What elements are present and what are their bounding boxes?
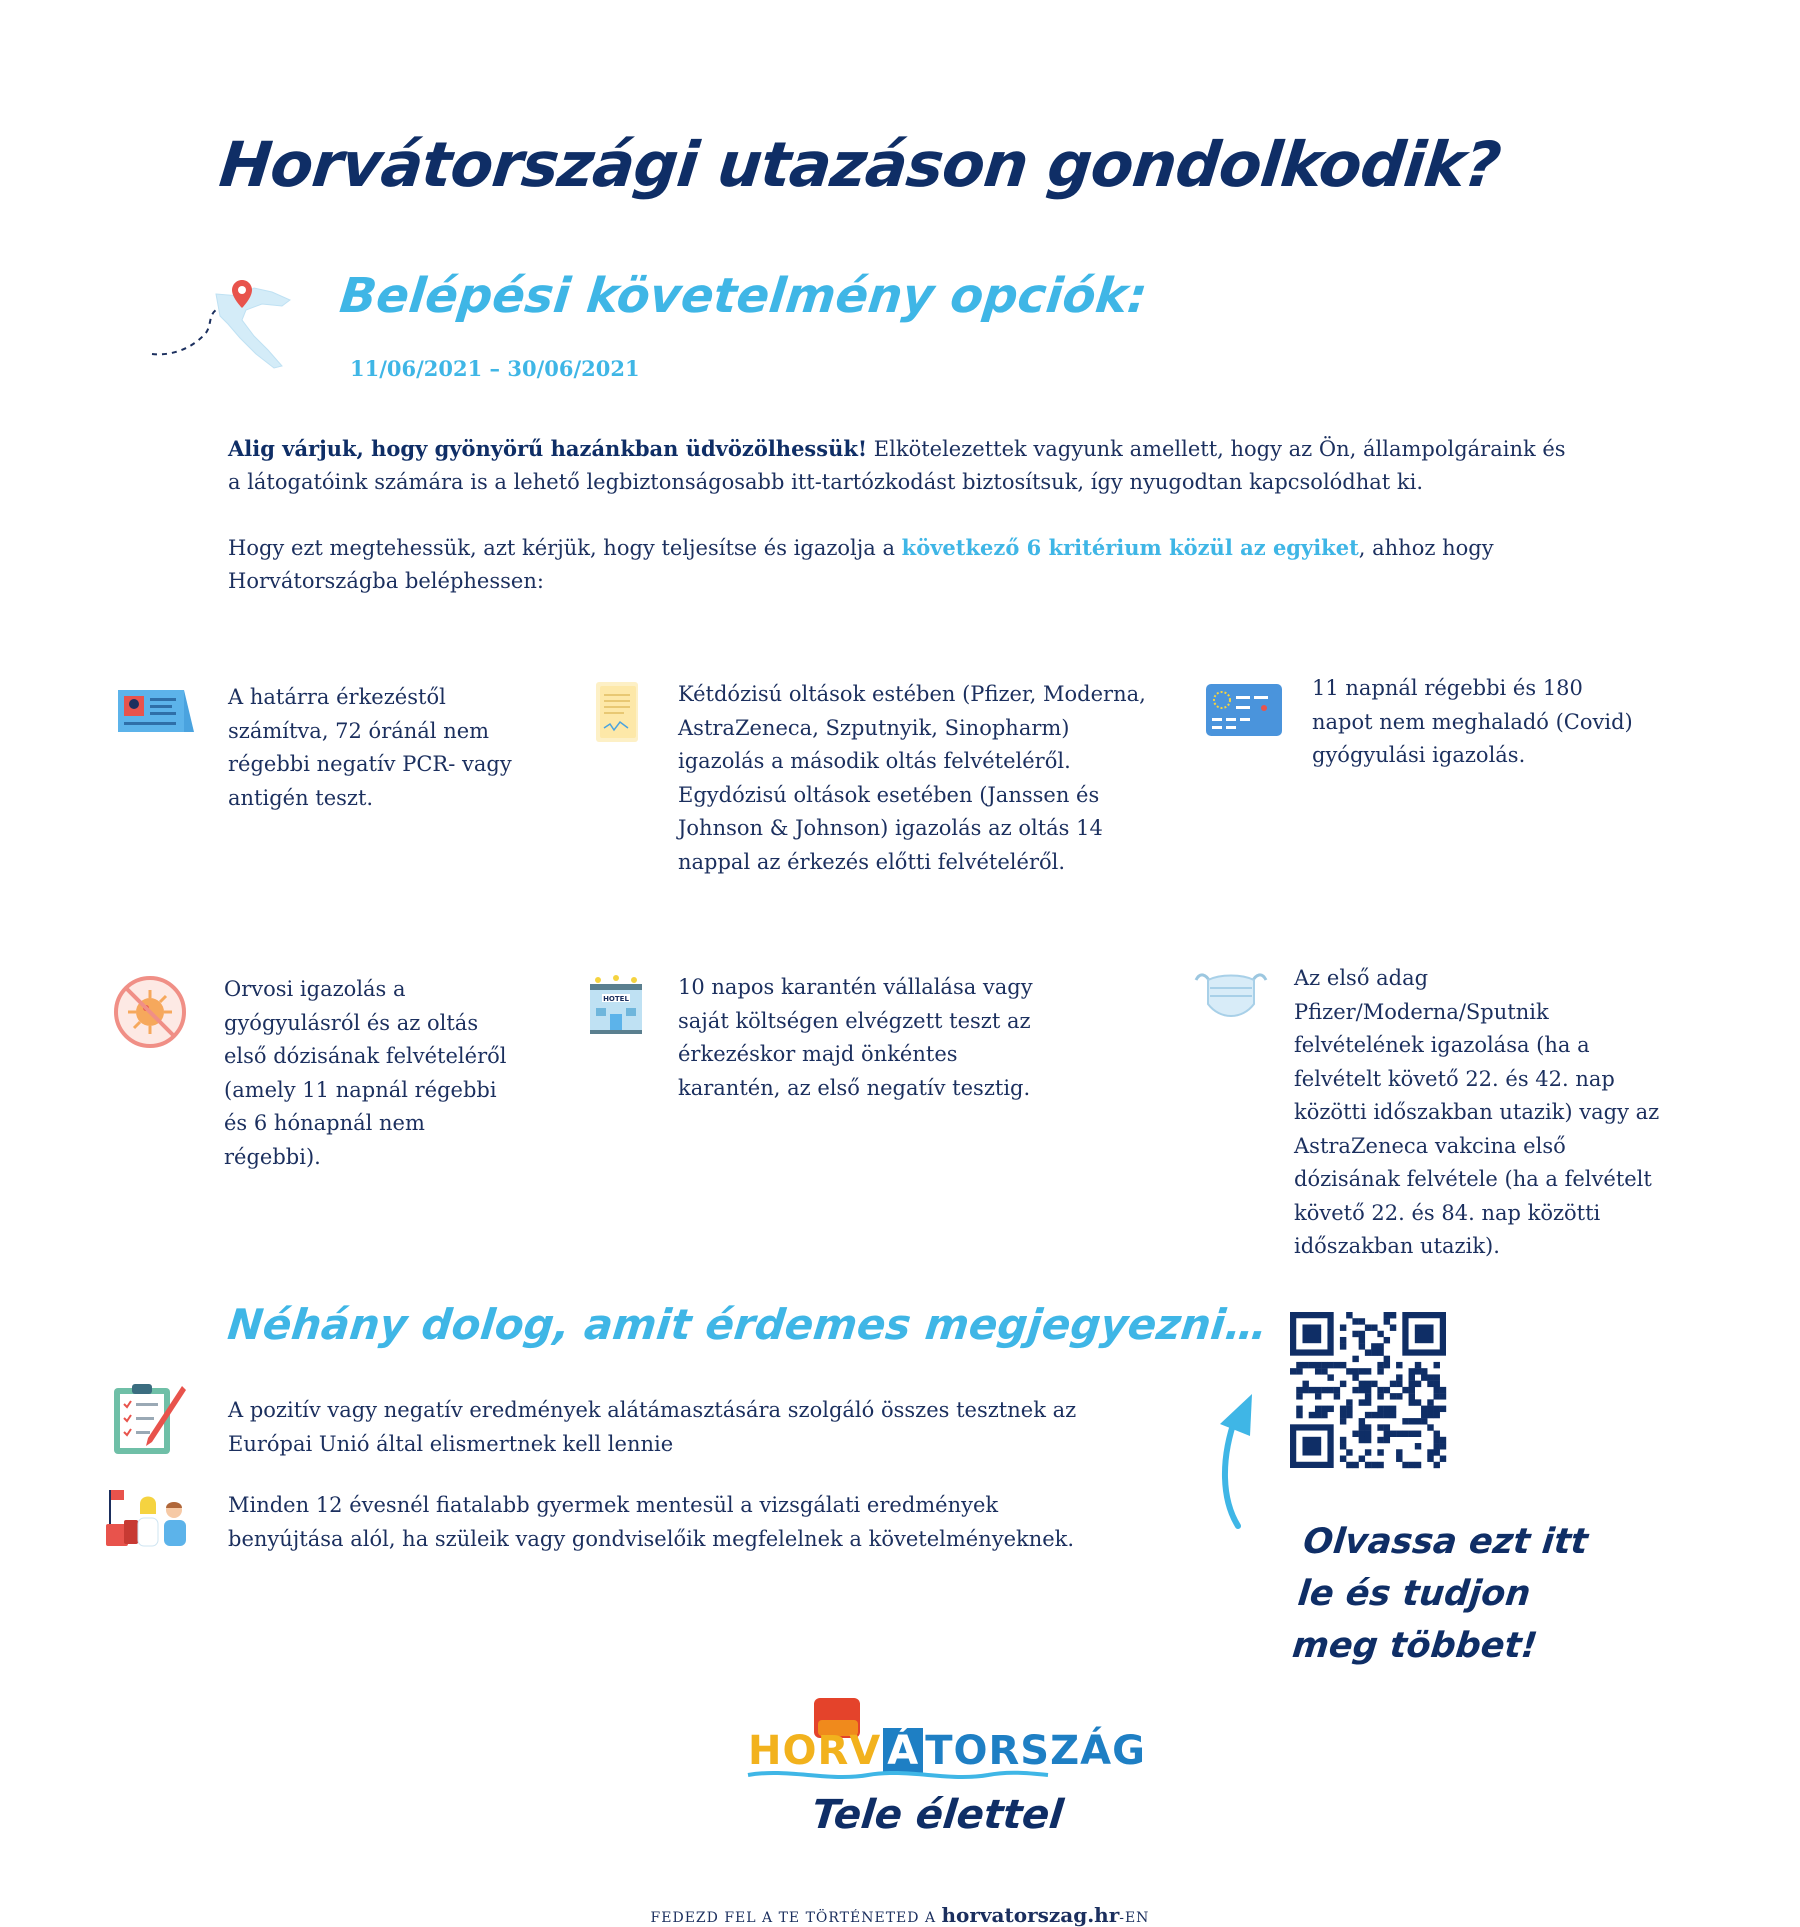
- clipboard-checklist-icon: [112, 1382, 188, 1456]
- criterion-1-text: A határra érkezéstől számítva, 72 óránál nem régebbi negatív PCR- vagy antigén teszt.: [228, 685, 512, 810]
- test-card-icon: [116, 686, 196, 736]
- intro-rest: Elkötelezettek vagyunk amellett, hogy az Ön, állampolgáraink és a látogatóink számára is a lehető legbiztonságosabb itt-tartózkodást biztosítsuk, így nyugodtan kapcsolódhat ki.: [228, 437, 1566, 494]
- logo-part-1: HORV: [748, 1728, 882, 1774]
- page-title: Horvátországi utazáson gondolkodik?: [216, 128, 1504, 201]
- section-subtitle: Belépési követelmény opciók:: [337, 268, 1150, 324]
- logo-wave-icon: [748, 1768, 1048, 1782]
- face-mask-icon: [1194, 970, 1268, 1024]
- no-virus-icon: [112, 974, 188, 1050]
- criterion-4-text: Orvosi igazolás a gyógyulásról és az oltás első dózisának felvételéről (amely 11 napnál régebbi és 6 hónapnál nem régebbi).: [224, 977, 507, 1169]
- logo-part-2: Á: [883, 1728, 923, 1774]
- intro-highlight: következő 6 kritérium közül az egyiket: [901, 535, 1359, 560]
- criterion-5-text: 10 napos karantén vállalása vagy saját költségen elvégzett teszt az érkezéskor majd önkéntes karantén, az első negatív tesztig.: [678, 975, 1033, 1100]
- intro-p2-start: Hogy ezt megtehessük, azt kérjük, hogy teljesítse és igazolja a: [228, 536, 902, 560]
- hotel-icon: [588, 974, 644, 1034]
- arrow-up-icon: [1212, 1390, 1272, 1530]
- intro-paragraph-1: [228, 432, 1568, 499]
- qr-code[interactable]: [1290, 1312, 1446, 1468]
- criterion-2-text: Kétdózisú oltások estében (Pfizer, Moderna, AstraZeneca, Szputnyik, Sinopharm) igazolás a második oltás felvételéről. Egydózisú oltások esetében (Janssen és Johnson & Johnson) igazolás az oltás 14 nappal az érkezés előtti felvételéről.: [678, 682, 1146, 874]
- footer-suffix: -EN: [1119, 1910, 1150, 1926]
- criterion-6-text: Az első adag Pfizer/Moderna/Sputnik felvételének igazolása (ha a felvételt követő 22. és 42. nap közötti időszakban utazik) vagy az AstraZeneca vakcina első dózisának felvétele (ha a felvételt követő 22. és 84. nap közötti időszakban utazik).: [1294, 966, 1660, 1258]
- logo-tagline: Tele élettel: [809, 1792, 1066, 1838]
- notes-title: Néhány dolog, amit érdemes megjegyezni…: [225, 1300, 1270, 1349]
- family-luggage-icon: [102, 1486, 194, 1548]
- footer-site-link[interactable]: horvatorszag.hr: [941, 1903, 1120, 1927]
- note-1-text: A pozitív vagy negatív eredmények alátámasztására szolgáló összes tesztnek az Európai Unió által elismertnek kell lennie: [228, 1398, 1077, 1456]
- intro-bold: Alig várjuk, hogy gyönyörű hazánkban üdvözölhessük!: [228, 436, 868, 461]
- date-range: 11/06/2021 – 30/06/2021: [350, 356, 640, 381]
- document-icon: [594, 680, 640, 744]
- croatia-map-icon: [150, 276, 310, 376]
- intro-paragraph-2: [228, 531, 1568, 598]
- intro-p2-end: , ahhoz hogy Horvátországba beléphessen:: [228, 536, 1494, 593]
- footer-prefix: FEDEZD FEL A TE TÖRTÉNETED A: [650, 1910, 942, 1926]
- note-2-text: Minden 12 évesnél fiatalabb gyermek mentesül a vizsgálati eredmények benyújtása alól, ha szüleik vagy gondviselőik megfelelnek a követelményeknek.: [228, 1493, 1075, 1551]
- criterion-3-text: 11 napnál régebbi és 180 napot nem meghaladó (Covid) gyógyulási igazolás.: [1312, 676, 1633, 767]
- qr-caption: Olvassa ezt itt le és tudjon meg többet!: [1290, 1522, 1590, 1666]
- svg-text:HOTEL: HOTEL: [603, 995, 629, 1003]
- eu-certificate-card-icon: [1206, 684, 1282, 736]
- footer-text: [0, 1903, 1800, 1927]
- logo-part-3: TORSZÁG: [925, 1728, 1146, 1774]
